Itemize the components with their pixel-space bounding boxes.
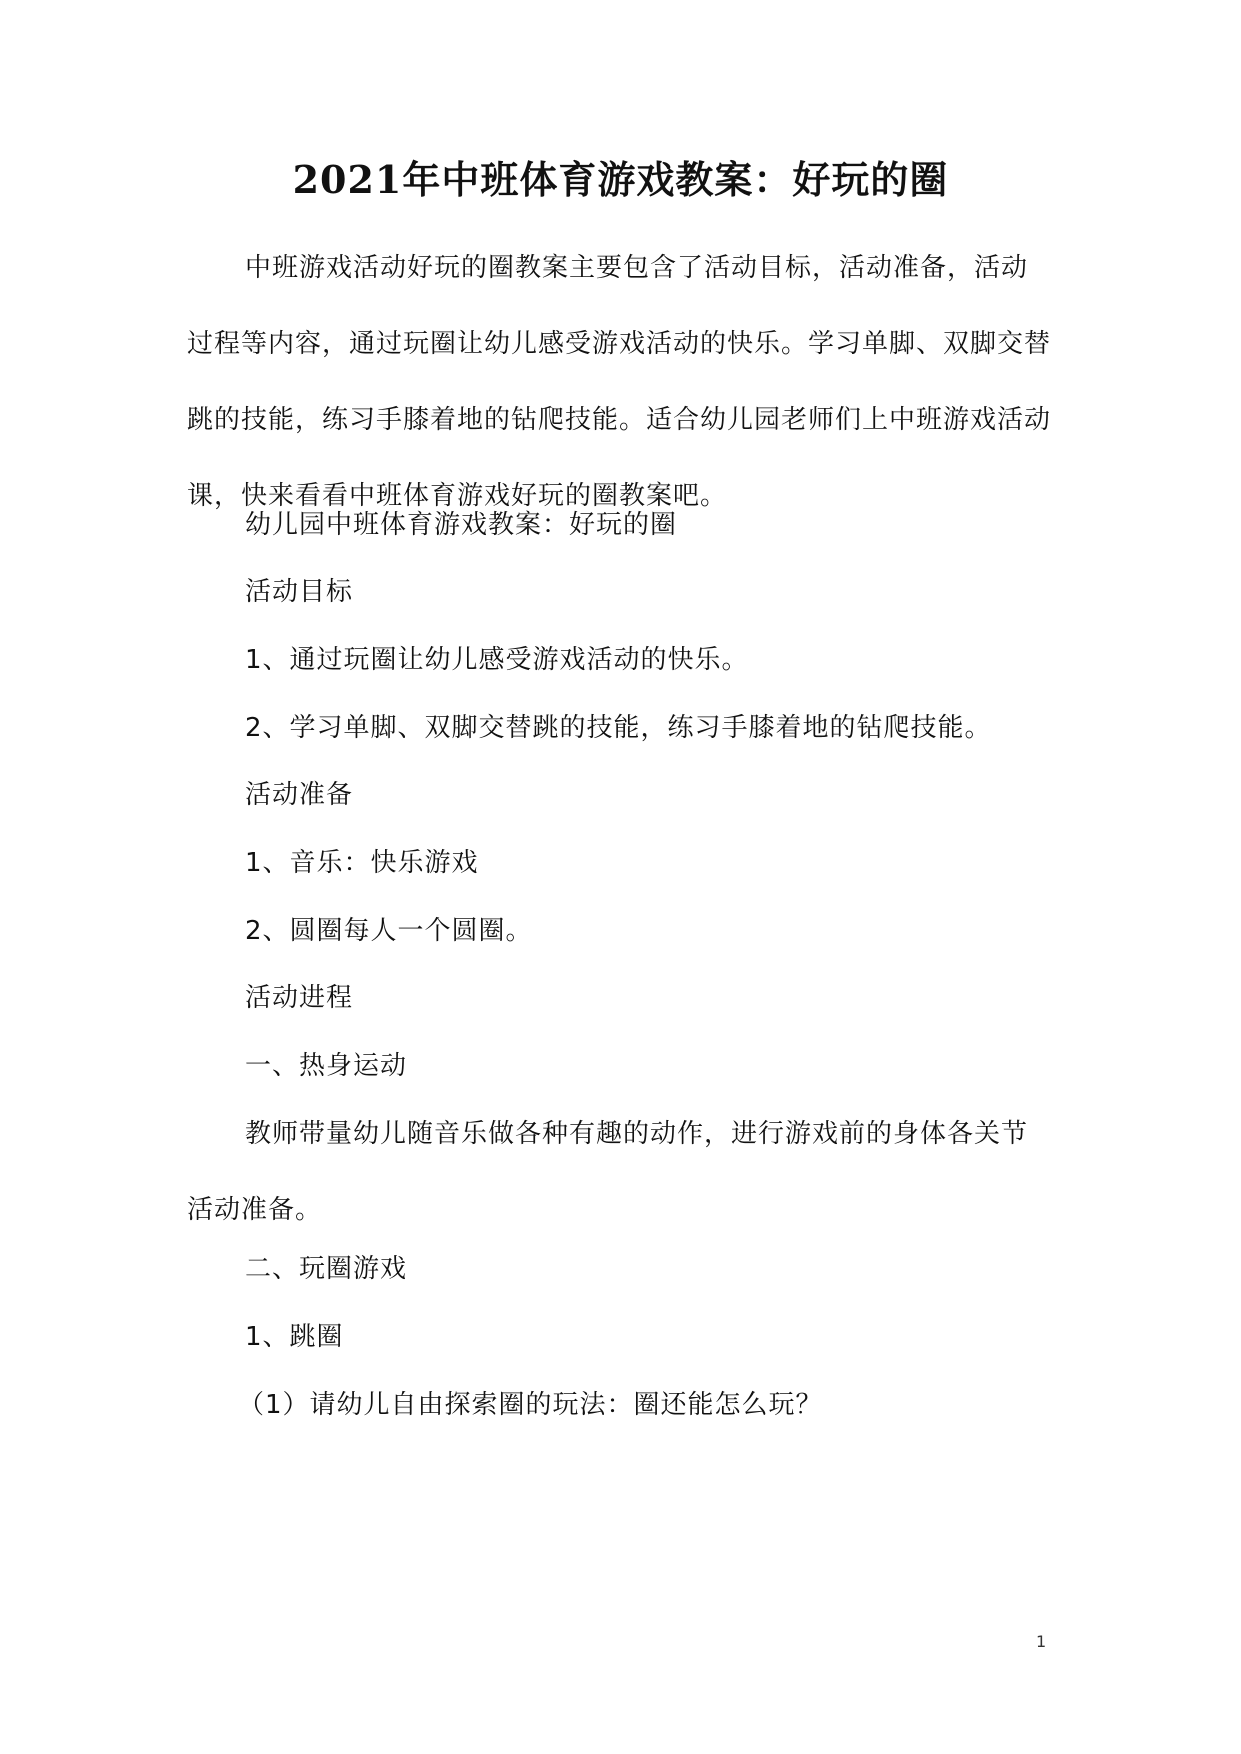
section-heading-process: 活动进程 [245, 983, 354, 1013]
hoop-game-subitem-1: （1）请幼儿自由探索圈的玩法：圈还能怎么玩？ [238, 1390, 823, 1420]
process-step-warmup-heading: 一、热身运动 [245, 1051, 408, 1081]
section-heading-preparation: 活动准备 [245, 780, 354, 810]
document-title: 2021年中班体育游戏教案：好玩的圈 [292, 157, 949, 202]
goal-item-1: 1、通过玩圈让幼儿感受游戏活动的快乐。 [245, 645, 749, 675]
section-heading-goals: 活动目标 [245, 577, 354, 607]
preparation-item-2: 2、圆圈每人一个圆圈。 [245, 916, 533, 946]
warmup-paragraph: 教师带量幼儿随音乐做各种有趣的动作，进行游戏前的身体各关节活动准备。 [187, 1119, 1029, 1225]
subtitle-line: 幼儿园中班体育游戏教案：好玩的圈 [245, 510, 678, 540]
preparation-item-1: 1、音乐：快乐游戏 [245, 848, 479, 878]
hoop-game-item-1: 1、跳圈 [245, 1322, 344, 1352]
process-step-hoop-game-heading: 二、玩圈游戏 [245, 1254, 408, 1284]
goal-item-2: 2、学习单脚、双脚交替跳的技能，练习手膝着地的钻爬技能。 [245, 713, 992, 743]
page-number: 1 [1036, 1632, 1047, 1651]
intro-paragraph: 中班游戏活动好玩的圈教案主要包含了活动目标，活动准备，活动过程等内容，通过玩圈让幼儿感受游戏活动的快乐。学习单脚、双脚交替跳的技能，练习手膝着地的钻爬技能。适合幼儿园老师们上中班游戏活动课，快来看看中班体育游戏好玩的圈教案吧。 [187, 253, 1052, 511]
